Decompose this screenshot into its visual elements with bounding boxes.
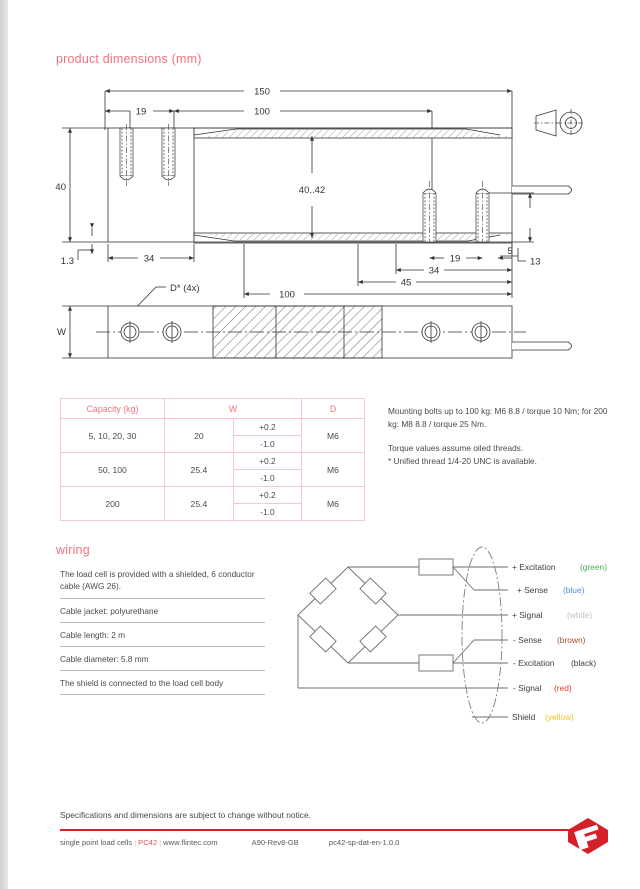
cell-d: M6 — [302, 487, 365, 521]
mounting-bolts-note — [388, 405, 618, 467]
footer-divider — [60, 829, 585, 831]
footer-file-code: pc42-sp-dat-en-1.0.0 — [328, 838, 400, 847]
svg-text:34: 34 — [428, 265, 440, 277]
svg-text:W: W — [57, 327, 66, 338]
disclaimer-text: Specifications and dimensions are subject to change without notice. — [60, 810, 311, 820]
wire-color: (green) — [580, 562, 607, 572]
svg-text:34: 34 — [143, 253, 155, 265]
cell-tolerance-plus: +0.2 — [233, 419, 301, 436]
mounting-note-paragraph: Mounting bolts up to 100 kg: M6 8.8 / torque 10 Nm; for 200 kg: M8 8.8 / torque 25 Nm. — [388, 406, 608, 429]
unified-thread-note-line: * Unified thread 1/4-20 UNC is available. — [388, 455, 537, 466]
page-edge-shadow — [0, 0, 8, 889]
list-item: The shield is connected to the load cell body — [60, 677, 265, 695]
capacity-dimension-table — [60, 398, 365, 521]
svg-text:19: 19 — [449, 253, 461, 265]
datasheet-page — [8, 0, 640, 889]
wire-label: Shield — [512, 712, 536, 722]
svg-text:45: 45 — [400, 277, 412, 289]
wiring-specs-list — [60, 568, 265, 701]
cell-capacity: 5, 10, 20, 30 — [61, 419, 165, 453]
header-w: W — [165, 399, 302, 419]
table-row — [61, 487, 365, 504]
svg-text:5: 5 — [507, 246, 513, 257]
table-header-row — [61, 399, 365, 419]
product-dimensions-drawing — [48, 78, 608, 378]
cell-tolerance-plus: +0.2 — [233, 487, 301, 504]
wire-label: - Sense — [513, 635, 542, 645]
footer-product-line: single point load cells — [60, 838, 133, 847]
header-d: D — [302, 399, 365, 419]
footer-doc-code: A90-Rev8-GB — [251, 838, 299, 847]
cell-w: 25.4 — [165, 487, 234, 521]
table-row — [61, 419, 365, 436]
cell-d: M6 — [302, 419, 365, 453]
cell-tolerance-minus: -1.0 — [233, 504, 301, 521]
svg-text:100: 100 — [279, 289, 295, 301]
wiring-heading: wiring — [56, 543, 90, 557]
svg-text:40: 40 — [55, 182, 66, 193]
table-row — [61, 453, 365, 470]
footer-model: PC42 — [138, 838, 158, 847]
wire-label: - Signal — [513, 683, 542, 693]
wire-color: (black) — [571, 658, 597, 668]
svg-text:150: 150 — [254, 86, 270, 98]
flintec-logo-icon — [566, 816, 610, 856]
wire-label: + Sense — [517, 585, 548, 595]
cell-tolerance-minus: -1.0 — [233, 436, 301, 453]
wire-color: (blue) — [563, 585, 585, 595]
svg-text:40..42: 40..42 — [298, 185, 326, 196]
cell-tolerance-plus: +0.2 — [233, 453, 301, 470]
wire-label: - Excitation — [513, 658, 555, 668]
product-dimensions-heading: product dimensions (mm) — [56, 52, 202, 66]
wiring-schematic-diagram — [286, 545, 616, 740]
wire-color: (white) — [567, 610, 593, 620]
footer-metadata: single point load cells | PC42 | www.flintec.com A90-Rev8-GB pc42-sp-dat-en-1.0.0 — [60, 838, 400, 847]
svg-text:D* (4x): D* (4x) — [170, 283, 200, 294]
cell-d: M6 — [302, 453, 365, 487]
list-item: Cable jacket: polyurethane — [60, 605, 265, 623]
list-item: Cable length: 2 m — [60, 629, 265, 647]
wire-color: (red) — [554, 683, 572, 693]
cell-tolerance-minus: -1.0 — [233, 470, 301, 487]
list-item: The load cell is provided with a shielded, 6 conductor cable (AWG 26). — [60, 568, 265, 599]
wire-color: (yellow) — [545, 712, 574, 722]
cell-w: 25.4 — [165, 453, 234, 487]
wire-label: + Excitation — [512, 562, 556, 572]
torque-note-line: Torque values assume oiled threads. — [388, 442, 524, 453]
svg-text:100: 100 — [254, 106, 270, 118]
wire-label: + Signal — [512, 610, 543, 620]
svg-text:19: 19 — [135, 106, 147, 118]
list-item: Cable diameter: 5.8 mm — [60, 653, 265, 671]
header-capacity: Capacity (kg) — [61, 399, 165, 419]
svg-text:13: 13 — [530, 256, 541, 268]
footer-website[interactable]: www.flintec.com — [163, 838, 218, 847]
cell-capacity: 50, 100 — [61, 453, 165, 487]
wire-color: (brown) — [557, 635, 586, 645]
cell-capacity: 200 — [61, 487, 165, 521]
cell-w: 20 — [165, 419, 234, 453]
svg-text:1.3: 1.3 — [60, 256, 74, 267]
